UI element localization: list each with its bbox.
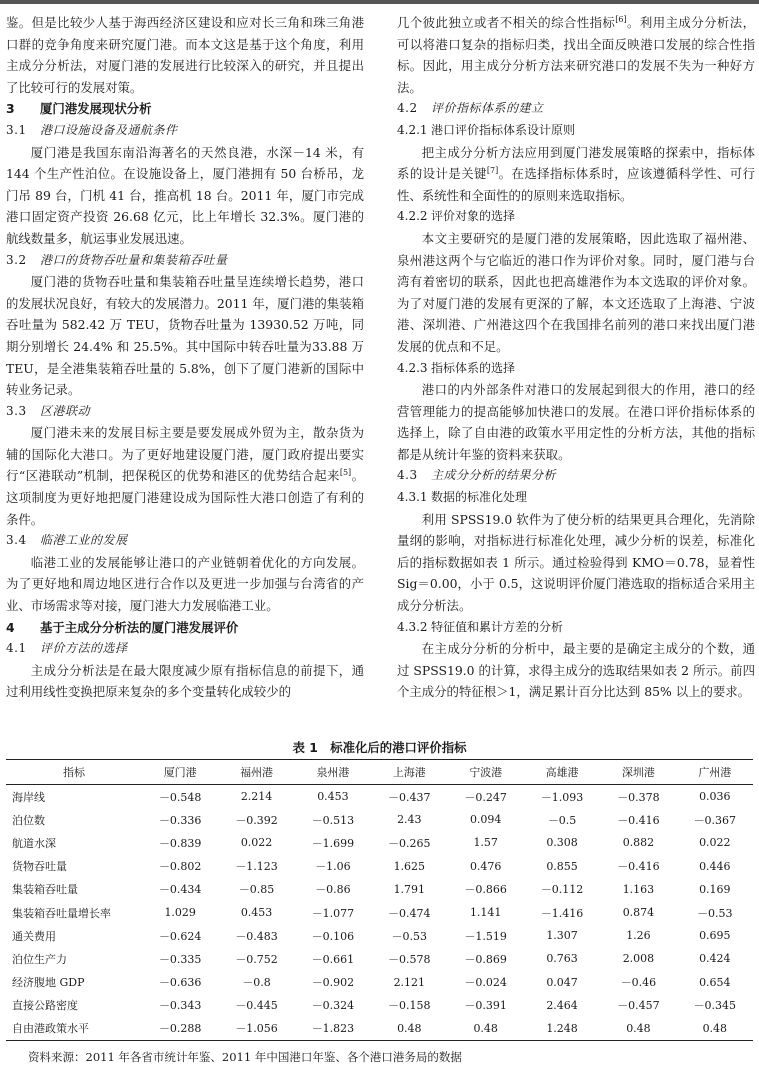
table-cell: －0.024 — [464, 976, 507, 990]
table-cell: 2.464 — [546, 998, 578, 1012]
table-cell: －1.077 — [311, 906, 355, 920]
heading-number: 4.2 — [397, 101, 418, 116]
paragraph-text: 。在选择指标体系时，应该遵循科学性、可行性、系统性和全面性的的原则来选取指标。 — [397, 166, 756, 203]
heading-title: 评价对象的选择 — [431, 209, 516, 224]
table-cell: 2.008 — [622, 952, 655, 966]
heading-title: 主成分分析的结果分析 — [431, 468, 557, 483]
row-label: 航道水深 — [12, 836, 56, 850]
table-cell: －1.699 — [311, 836, 355, 850]
paragraph-text: 在主成分分析的分析中，最主要的是确定主成分的个数，通过 SPSS19.0 的计算，求得主成分的选取结果如表 2 所示。前四个主成分的特征根＞1，满足累计百分比达到 85% 以上的要求。 — [397, 641, 755, 700]
paragraph — [397, 228, 755, 358]
header-port: 高雄港 — [524, 760, 600, 785]
heading-title: 特征值和累计方差的分析 — [431, 619, 564, 634]
table-cell: －0.391 — [464, 999, 507, 1013]
heading-number: 4.3 — [397, 468, 418, 483]
subsection-heading — [6, 120, 364, 142]
table-row — [6, 994, 753, 1017]
paragraph-text: 利用 SPSS19.0 软件为了使分析的结果更具合理化，先消除量纲的影响，对指标进行标准化处理，减少分析的误差，标准化后的指标数据如表 1 所示。通过检验得到 KMO＝0.78，显着性 Sig＝0.00，小于 0.5，这说明评价厦门港选取的指标适合采用主成分分析法。 — [397, 511, 755, 614]
table-cell: －0.661 — [311, 952, 355, 966]
table-cell: －0.752 — [235, 952, 278, 966]
heading-title: 指标体系的选择 — [431, 360, 516, 375]
heading-number: 4 — [6, 619, 15, 635]
paragraph-text: 厦门港是我国东南沿海著名的天然良港，水深－14 米，有144 个生产性泊位。在设施设备上，厦门港拥有 50 台桥吊，龙门吊 89 台，门机 41 台，推高机 18 台。2011 年，厦门市完成港口固定资产投资 26.68 亿元，比上年增长 32.3%。厦门港的航线数量多，航运事业发展迅速。 — [6, 144, 364, 246]
table-cell: 0.882 — [622, 836, 655, 850]
table-body — [6, 785, 753, 1041]
heading-title: 评价方法的选择 — [40, 641, 128, 656]
table-cell: 0.094 — [469, 813, 502, 827]
table-cell: －0.158 — [388, 999, 431, 1013]
table-row — [6, 808, 753, 831]
paragraph — [6, 422, 364, 530]
table-cell: －0.112 — [540, 883, 584, 897]
table-cell: 0.48 — [677, 1017, 753, 1041]
paragraph — [397, 638, 755, 703]
paragraph — [6, 12, 364, 98]
table-cell: －0.437 — [388, 790, 431, 804]
heading-number: 3.2 — [6, 252, 27, 267]
paragraph — [6, 660, 364, 703]
table-cell: －0.53 — [697, 906, 733, 920]
table-cell: －0.8 — [242, 976, 271, 990]
table-cell: －0.5 — [547, 813, 577, 827]
table-cell: －0.265 — [388, 836, 431, 850]
row-label: 集装箱吞吐量增长率 — [12, 906, 111, 920]
heading-number: 3.3 — [6, 403, 27, 418]
table-cell: －0.416 — [617, 813, 660, 827]
section-heading — [6, 617, 364, 639]
paragraph — [397, 379, 755, 465]
table-cell: －0.86 — [315, 883, 351, 897]
subsection-heading — [6, 530, 364, 552]
header-indicator: 指标 — [6, 760, 142, 785]
table-row — [6, 831, 753, 854]
table-cell: －0.802 — [158, 860, 202, 874]
table-cell: －0.335 — [158, 952, 202, 966]
table-cell: －0.839 — [158, 836, 202, 850]
paragraph-text: 厦门港的货物吞吐量和集装箱吞吐量呈连续增长趋势，港口的发展状况良好，有较大的发展潜力。2011 年，厦门港的集装箱吞吐量为 582.42 万 TEU，货物吞吐量为 13930.52 万吨，同期分别增长 24.4% 和 25.5%。其中国际中转吞吐量为33.88 万 TEU，是全港集装箱吞吐量的 5.8%，创下了厦门港新的国际中转业务记录。 — [6, 274, 364, 398]
table-cell: －1.519 — [464, 929, 507, 943]
table-cell: 0.022 — [240, 836, 273, 850]
table-cell: 0.695 — [699, 929, 731, 943]
table-cell: 1.163 — [622, 882, 655, 896]
paragraph-text: 港口的内外部条件对港口的发展起到很大的作用，港口的经营管理能力的提高能够加快港口的发展。在港口评价指标体系的选择上，除了自由港的政策水平用定性的分析方法，其他的指标都是从统计年鉴的资料来获取。 — [397, 382, 755, 462]
table-cell: 0.022 — [699, 836, 731, 850]
table-cell: 1.625 — [393, 859, 426, 873]
heading-title: 港口评价指标体系设计原则 — [431, 122, 576, 137]
table-cell: －0.483 — [235, 929, 278, 943]
running-header-strip — [0, 0, 759, 4]
table-cell: －0.869 — [464, 952, 507, 966]
table-cell: 0.453 — [240, 906, 273, 920]
table-cell: －0.434 — [158, 883, 202, 897]
table-cell: 2.43 — [397, 813, 422, 827]
table-cell: 2.121 — [393, 975, 426, 989]
header-port: 上海港 — [371, 760, 447, 785]
paragraph — [6, 142, 364, 250]
subsection-heading — [6, 250, 364, 272]
table-cell: 0.855 — [546, 859, 578, 873]
citation-ref: [6] — [615, 14, 627, 24]
row-label: 货物吞吐量 — [12, 860, 67, 874]
table-cell: －0.106 — [311, 929, 355, 943]
citation-ref: [5] — [339, 468, 352, 478]
table-cell: －0.636 — [158, 976, 202, 990]
table-cell: －0.324 — [311, 999, 355, 1013]
table-cell: －0.578 — [388, 952, 431, 966]
table-row — [6, 971, 753, 994]
subsection-heading — [397, 465, 755, 487]
table-cell: －0.345 — [693, 999, 737, 1013]
heading-title: 临港工业的发展 — [40, 533, 128, 548]
table-cell: 0.763 — [546, 952, 578, 966]
table-cell: －0.46 — [620, 976, 657, 990]
table-cell: －0.513 — [311, 813, 355, 827]
table-cell: 1.791 — [393, 882, 426, 896]
table-cell: 0.036 — [699, 790, 731, 804]
table-cell: －0.416 — [617, 860, 660, 874]
heading-number: 4.2.3 — [397, 360, 428, 375]
heading-title: 基于主成分分析法的厦门港发展评价 — [40, 619, 239, 635]
table-row — [6, 1017, 753, 1041]
paragraph — [397, 12, 755, 98]
right-column — [397, 12, 755, 703]
table-row — [6, 785, 753, 809]
row-label: 泊位数 — [12, 813, 45, 827]
heading-title: 数据的标准化处理 — [431, 490, 528, 505]
table-cell: －0.548 — [158, 790, 202, 804]
table-cell: 0.874 — [622, 906, 655, 920]
subsubsection-heading — [397, 120, 755, 142]
paragraph-text: 把主成分分析方法应用到厦门港发展策略的探索中，指标体系的设计是关键 — [397, 144, 755, 182]
heading-number: 4.3.2 — [397, 619, 428, 634]
heading-title: 评价指标体系的建立 — [431, 101, 544, 116]
table-source-note: 资料来源：2011 年各省市统计年鉴、2011 年中国港口年鉴、各个港口港务局的数据 — [28, 1050, 462, 1065]
table-cell: 1.029 — [164, 906, 196, 920]
table-cell: －0.445 — [235, 999, 278, 1013]
header-port: 宁波港 — [448, 760, 524, 785]
table-row — [6, 855, 753, 878]
table-cell: －0.474 — [388, 906, 431, 920]
table-cell: －0.53 — [391, 929, 428, 943]
table-cell: 1.307 — [546, 929, 578, 943]
header-port: 深圳港 — [600, 760, 676, 785]
paragraph — [397, 142, 755, 207]
heading-number: 3.1 — [6, 122, 27, 137]
heading-title: 港口设施设备及通航条件 — [40, 122, 178, 137]
table-cell: 0.453 — [317, 790, 349, 804]
table-cell: 0.308 — [546, 836, 578, 850]
row-label: 集装箱吞吐量 — [12, 883, 78, 897]
row-label: 泊位生产力 — [12, 952, 67, 966]
table-cell: －0.392 — [235, 813, 278, 827]
paragraph-text: 鉴。但是比较少人基于海西经济区建设和应对长三角和珠三角港口群的竞争角度来研究厦门港。而本文这是基于这个角度，利用主成分分析法，对厦门港的发展进行比较深入的研究，并且提出了比较可行的发展对策。 — [6, 15, 364, 95]
heading-number: 3.4 — [6, 533, 27, 548]
table-cell: －0.457 — [617, 999, 660, 1013]
table-cell: 1.248 — [524, 1017, 600, 1041]
table-cell: －0.85 — [238, 883, 275, 897]
table-cell: 0.424 — [699, 952, 731, 966]
heading-title: 区港联动 — [40, 403, 91, 418]
table-cell: 0.476 — [469, 859, 502, 873]
table-cell: －1.093 — [540, 790, 584, 804]
heading-number: 4.2.2 — [397, 209, 428, 224]
table-cell: －0.378 — [617, 790, 660, 804]
table-caption: 表 1 标准化后的港口评价指标 — [292, 740, 467, 755]
table-cell: －0.367 — [693, 813, 737, 827]
heading-number: 3 — [6, 101, 15, 117]
table-1 — [6, 737, 753, 1065]
paragraph-text: 。这项制度为更好地把厦门港建设成为国际性大港口创造了有利的条件。 — [6, 468, 365, 527]
paragraph — [6, 271, 364, 401]
header-port: 厦门港 — [142, 760, 218, 785]
table-cell: －0.247 — [464, 790, 507, 804]
table-cell: －0.288 — [142, 1017, 218, 1041]
table-row — [6, 878, 753, 901]
paragraph-text: 主成分分析法是在最大限度减少原有指标信息的前提下，通过利用线性变换把原来复杂的多个变量转化成较少的 — [6, 662, 364, 700]
table-cell: 1.57 — [473, 836, 498, 850]
heading-title: 厦门港发展现状分析 — [40, 101, 152, 117]
row-label: 通关费用 — [12, 929, 56, 943]
subsection-heading — [397, 98, 755, 120]
table-cell: －1.823 — [295, 1017, 371, 1041]
row-label: 自由港政策水平 — [6, 1017, 142, 1041]
table-cell: 0.48 — [600, 1017, 676, 1041]
heading-number: 4.1 — [6, 641, 27, 656]
table-cell: 0.48 — [371, 1017, 447, 1041]
data-table — [6, 759, 753, 1041]
paragraph-text: 几个彼此独立或者不相关的综合性指标 — [397, 15, 616, 30]
table-cell: 0.654 — [699, 975, 731, 989]
table-cell: －0.624 — [158, 929, 202, 943]
paragraph-text: 本文主要研究的是厦门港的发展策略，因此选取了福州港、泉州港这两个与它临近的港口作为评价对象。同时，厦门港与台湾有着密切的联系，因此也把高雄港作为本文选取的评价对象。为了对厦门港的发展有更深的了解，本文还选取了上海港、宁波港、深圳港、广州港这四个在我国排名前列的港口来找出厦门港发展的优点和不足。 — [397, 230, 755, 354]
heading-title: 港口的货物吞吐量和集装箱吞吐量 — [40, 252, 228, 267]
subsection-heading — [6, 638, 364, 660]
paragraph — [6, 552, 364, 617]
table-row — [6, 901, 753, 924]
table-cell: 0.047 — [546, 975, 578, 989]
citation-ref: [7] — [486, 166, 499, 176]
paragraph-text: 临港工业的发展能够让港口的产业链朝着优化的方向发展。为了更好地和周边地区进行合作以及更进一步加强与台湾省的产业、市场需求等对接，厦门港大力发展临港工业。 — [6, 554, 364, 614]
paragraph — [397, 509, 755, 617]
subsubsection-heading — [397, 358, 755, 380]
table-cell: 0.446 — [699, 859, 731, 873]
table-cell: －0.336 — [158, 813, 202, 827]
table-cell: －1.056 — [218, 1017, 294, 1041]
heading-number: 4.2.1 — [397, 122, 428, 137]
table-cell: －0.902 — [311, 976, 355, 990]
table-row — [6, 924, 753, 947]
section-heading — [6, 98, 364, 120]
table-cell: －0.866 — [464, 883, 507, 897]
left-column — [6, 12, 364, 703]
table-cell: －0.343 — [158, 999, 202, 1013]
table-cell: －1.06 — [315, 860, 351, 874]
table-cell: －1.123 — [235, 860, 278, 874]
table-cell: －1.416 — [540, 906, 584, 920]
header-port: 泉州港 — [295, 760, 371, 785]
heading-number: 4.3.1 — [397, 490, 428, 505]
subsubsection-heading — [397, 206, 755, 228]
row-label: 经济腹地 GDP — [12, 976, 85, 990]
row-label: 海岸线 — [12, 790, 45, 804]
header-port: 广州港 — [677, 760, 753, 785]
subsubsection-heading — [397, 617, 755, 639]
table-cell: 0.48 — [448, 1017, 524, 1041]
header-port: 福州港 — [218, 760, 294, 785]
table-row — [6, 947, 753, 970]
table-cell: 1.141 — [469, 906, 502, 920]
paragraph-text: 厦门港未来的发展目标主要是要发展成外贸为主，散杂货为辅的国际化大港口。为了更好地建设厦门港，厦门政府提出要实行“区港联动”机制，把保税区的优势和港区的优势结合起来 — [6, 425, 364, 484]
table-cell: 1.26 — [626, 929, 651, 943]
table-header-row — [6, 760, 753, 785]
subsubsection-heading — [397, 487, 755, 509]
table-cell: 2.214 — [240, 790, 273, 804]
table-cell: 0.169 — [699, 882, 731, 896]
subsection-heading — [6, 401, 364, 423]
paragraph-text: 。利用主成分分析法，可以将港口复杂的指标归类，找出全面反映港口发展的综合性指标。因此，用主成分分析方法来研究港口的发展不失为一种好方法。 — [397, 15, 756, 95]
row-label: 直接公路密度 — [12, 999, 78, 1013]
